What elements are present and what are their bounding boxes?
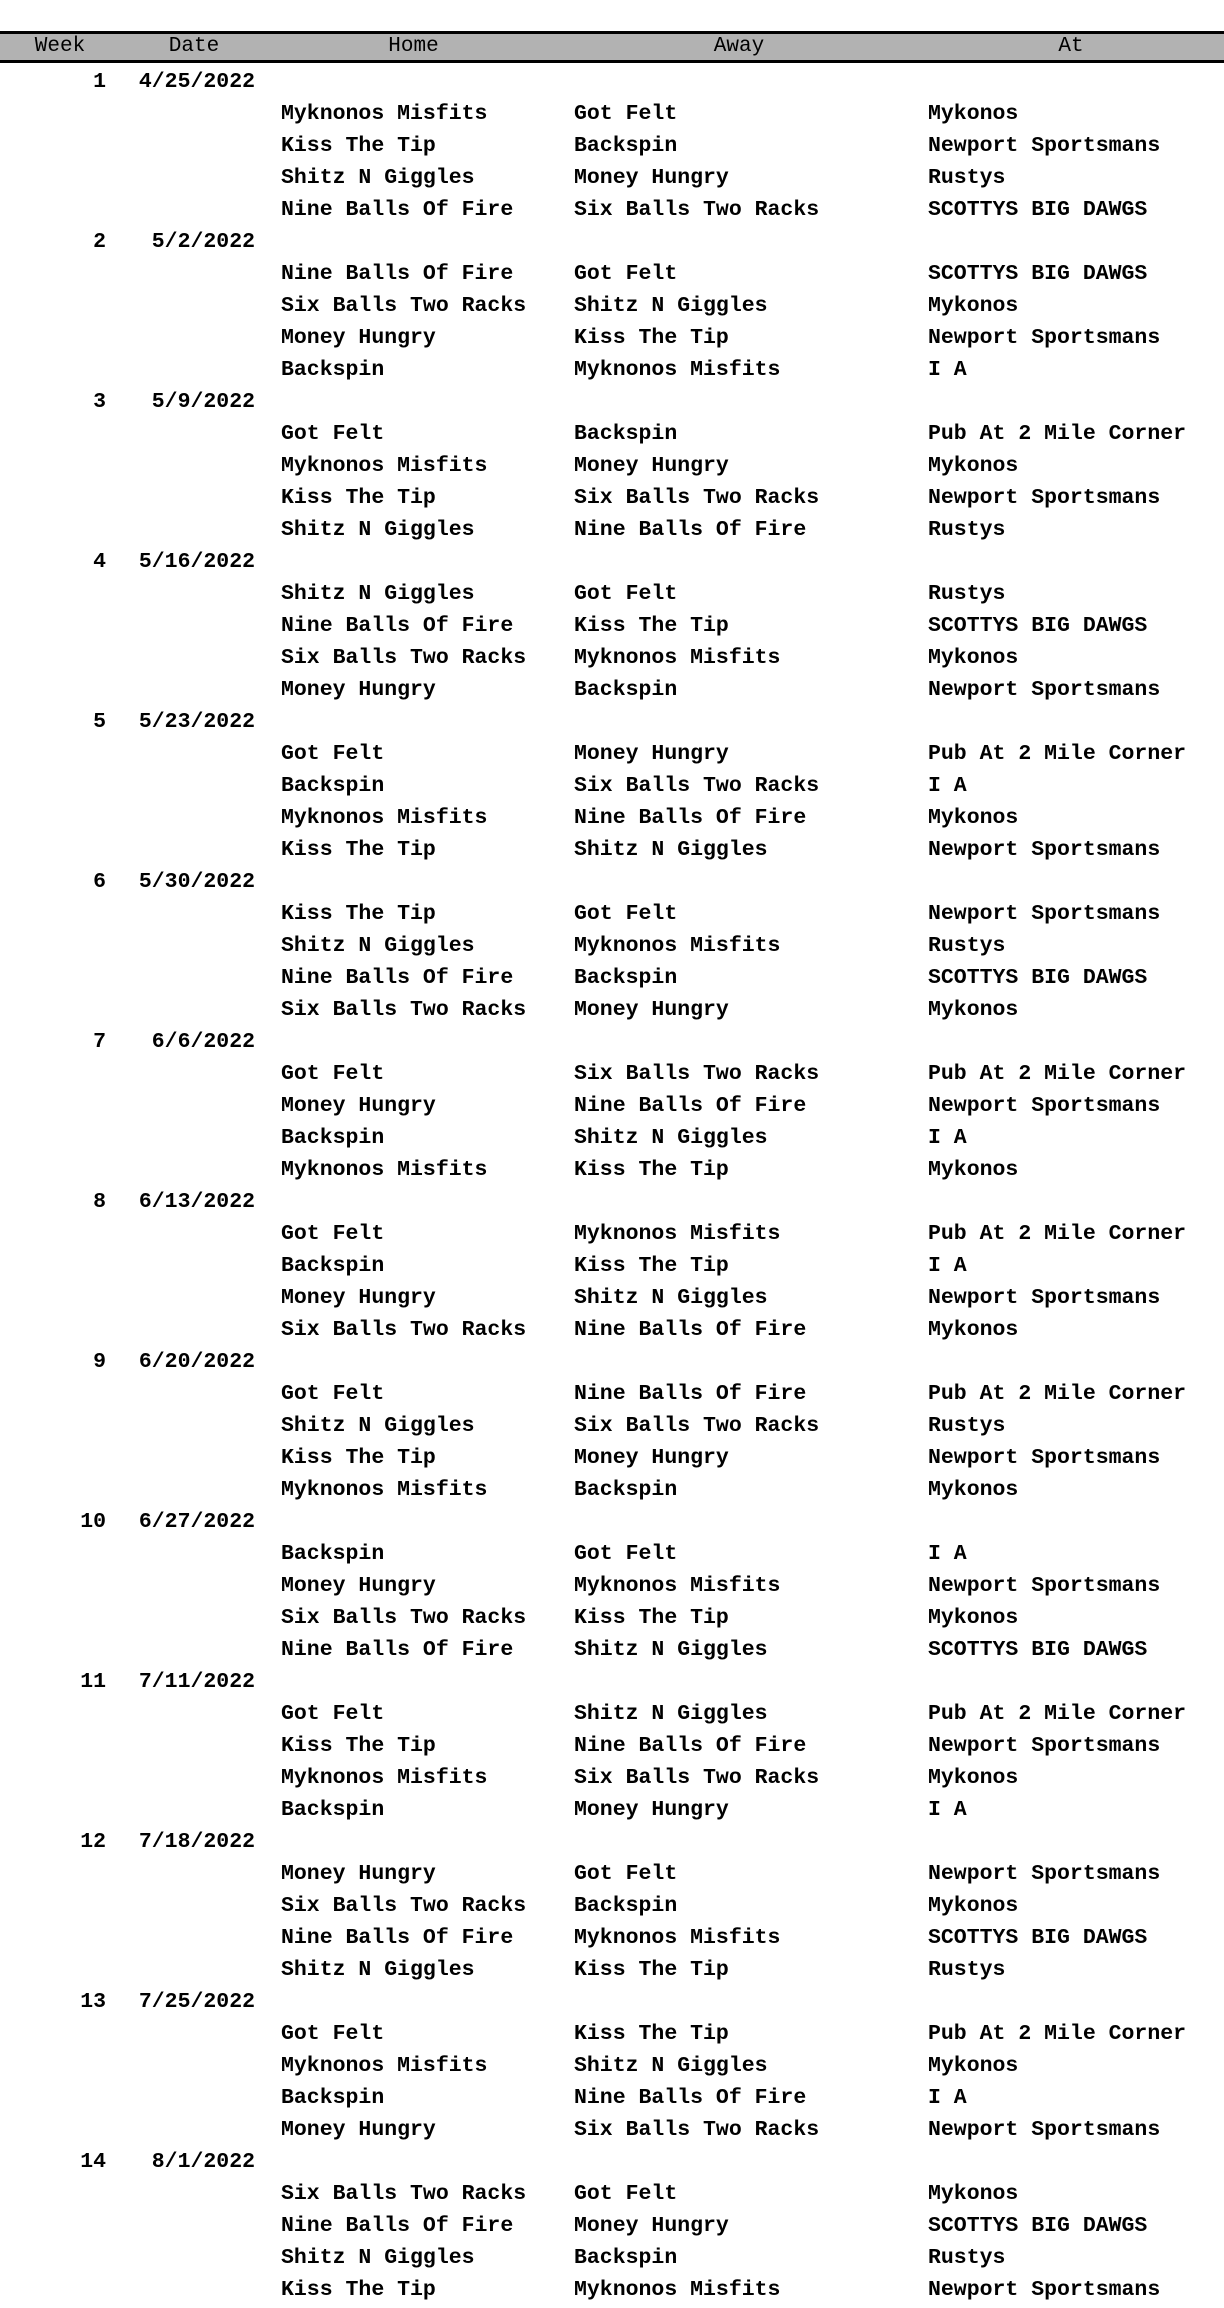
away-team: Shitz N Giggles: [574, 838, 768, 862]
match-row: [0, 1122, 1224, 1154]
venue: I A: [928, 774, 967, 798]
week-number: 6: [93, 870, 106, 894]
away-team: Backspin: [574, 2246, 678, 2270]
home-team: Got Felt: [281, 1702, 385, 1726]
home-team: Kiss The Tip: [281, 134, 436, 158]
match-row: [0, 482, 1224, 514]
match-row: [0, 898, 1224, 930]
venue: Mykonos: [928, 806, 1019, 830]
match-row: [0, 1698, 1224, 1730]
away-team: Backspin: [574, 134, 678, 158]
match-row: [0, 1250, 1224, 1282]
home-team: Nine Balls Of Fire: [281, 966, 514, 990]
home-team: Myknonos Misfits: [281, 454, 488, 478]
away-team: Myknonos Misfits: [574, 358, 781, 382]
week-number: 10: [80, 1510, 106, 1534]
home-team: Myknonos Misfits: [281, 1766, 488, 1790]
home-team: Nine Balls Of Fire: [281, 2214, 514, 2238]
venue: I A: [928, 358, 967, 382]
away-team: Money Hungry: [574, 742, 729, 766]
venue: Pub At 2 Mile Corner: [928, 1702, 1187, 1726]
venue: Mykonos: [928, 998, 1019, 1022]
away-team: Shitz N Giggles: [574, 294, 768, 318]
away-team: Shitz N Giggles: [574, 1126, 768, 1150]
venue: Mykonos: [928, 454, 1019, 478]
match-row: [0, 1090, 1224, 1122]
home-team: Kiss The Tip: [281, 486, 436, 510]
venue: Rustys: [928, 518, 1006, 542]
week-date: 5/9/2022: [151, 390, 255, 414]
home-team: Myknonos Misfits: [281, 1478, 488, 1502]
home-team: Money Hungry: [281, 1862, 436, 1886]
away-team: Money Hungry: [574, 998, 729, 1022]
venue: Rustys: [928, 1958, 1006, 1982]
match-row: [0, 1474, 1224, 1506]
home-team: Kiss The Tip: [281, 1446, 436, 1470]
home-team: Backspin: [281, 1254, 385, 1278]
venue: SCOTTYS BIG DAWGS: [928, 262, 1148, 286]
match-row: [0, 2018, 1224, 2050]
away-team: Backspin: [574, 678, 678, 702]
venue: Newport Sportsmans: [928, 326, 1161, 350]
away-team: Nine Balls Of Fire: [574, 806, 807, 830]
venue: Pub At 2 Mile Corner: [928, 1382, 1187, 1406]
venue: Newport Sportsmans: [928, 838, 1161, 862]
week-row: [0, 1986, 1224, 2018]
week-number: 5: [93, 710, 106, 734]
home-team: Backspin: [281, 774, 385, 798]
venue: Mykonos: [928, 294, 1019, 318]
week-date: 7/18/2022: [138, 1830, 255, 1854]
week-row: [0, 386, 1224, 418]
home-team: Shitz N Giggles: [281, 518, 475, 542]
week-date: 4/25/2022: [138, 70, 255, 94]
home-team: Six Balls Two Racks: [281, 2182, 527, 2206]
week-date: 5/23/2022: [138, 710, 255, 734]
week-date: 5/30/2022: [138, 870, 255, 894]
match-row: [0, 2210, 1224, 2242]
match-row: [0, 1890, 1224, 1922]
home-team: Kiss The Tip: [281, 902, 436, 926]
away-team: Money Hungry: [574, 1446, 729, 1470]
venue: SCOTTYS BIG DAWGS: [928, 966, 1148, 990]
home-team: Shitz N Giggles: [281, 1414, 475, 1438]
away-team: Kiss The Tip: [574, 326, 729, 350]
home-team: Backspin: [281, 1126, 385, 1150]
venue: Newport Sportsmans: [928, 1862, 1161, 1886]
away-team: Myknonos Misfits: [574, 646, 781, 670]
header-away: Away: [713, 35, 765, 58]
home-team: Backspin: [281, 2086, 385, 2110]
match-row: [0, 610, 1224, 642]
week-number: 13: [80, 1990, 106, 2014]
match-row: [0, 930, 1224, 962]
venue: SCOTTYS BIG DAWGS: [928, 2214, 1148, 2238]
home-team: Myknonos Misfits: [281, 2054, 488, 2078]
away-team: Kiss The Tip: [574, 1606, 729, 1630]
match-row: [0, 162, 1224, 194]
home-team: Six Balls Two Racks: [281, 1606, 527, 1630]
match-row: [0, 1410, 1224, 1442]
away-team: Six Balls Two Racks: [574, 486, 820, 510]
match-row: [0, 2242, 1224, 2274]
home-team: Backspin: [281, 358, 385, 382]
venue: Pub At 2 Mile Corner: [928, 742, 1187, 766]
venue: Newport Sportsmans: [928, 678, 1161, 702]
match-row: [0, 98, 1224, 130]
match-row: [0, 1442, 1224, 1474]
home-team: Six Balls Two Racks: [281, 1318, 527, 1342]
week-row: [0, 226, 1224, 258]
venue: Mykonos: [928, 102, 1019, 126]
week-date: 7/25/2022: [138, 1990, 255, 2014]
away-team: Got Felt: [574, 2182, 678, 2206]
venue: Newport Sportsmans: [928, 1094, 1161, 1118]
match-row: [0, 514, 1224, 546]
home-team: Got Felt: [281, 1382, 385, 1406]
week-date: 6/13/2022: [138, 1190, 255, 1214]
week-number: 7: [93, 1030, 106, 1054]
home-team: Got Felt: [281, 422, 385, 446]
away-team: Got Felt: [574, 902, 678, 926]
home-team: Got Felt: [281, 2022, 385, 2046]
venue: Mykonos: [928, 1478, 1019, 1502]
venue: SCOTTYS BIG DAWGS: [928, 1638, 1148, 1662]
venue: Pub At 2 Mile Corner: [928, 422, 1187, 446]
away-team: Kiss The Tip: [574, 2022, 729, 2046]
venue: Pub At 2 Mile Corner: [928, 2022, 1187, 2046]
match-row: [0, 962, 1224, 994]
away-team: Nine Balls Of Fire: [574, 1318, 807, 1342]
home-team: Six Balls Two Racks: [281, 646, 527, 670]
home-team: Nine Balls Of Fire: [281, 262, 514, 286]
away-team: Kiss The Tip: [574, 1958, 729, 1982]
match-row: [0, 1602, 1224, 1634]
match-row: [0, 1058, 1224, 1090]
venue: Mykonos: [928, 2182, 1019, 2206]
match-row: [0, 290, 1224, 322]
match-row: [0, 1730, 1224, 1762]
match-row: [0, 418, 1224, 450]
match-row: [0, 1570, 1224, 1602]
venue: Pub At 2 Mile Corner: [928, 1222, 1187, 1246]
week-date: 8/1/2022: [151, 2150, 255, 2174]
venue: I A: [928, 1542, 967, 1566]
week-date: 6/6/2022: [151, 1030, 255, 1054]
week-number: 3: [93, 390, 106, 414]
away-team: Nine Balls Of Fire: [574, 518, 807, 542]
home-team: Myknonos Misfits: [281, 102, 488, 126]
week-number: 12: [80, 1830, 106, 1854]
week-row: [0, 1026, 1224, 1058]
home-team: Got Felt: [281, 1222, 385, 1246]
match-row: [0, 130, 1224, 162]
match-row: [0, 1922, 1224, 1954]
week-date: 6/20/2022: [138, 1350, 255, 1374]
table-header: [0, 31, 1224, 63]
match-row: [0, 1218, 1224, 1250]
match-row: [0, 1282, 1224, 1314]
venue: Rustys: [928, 1414, 1006, 1438]
home-team: Myknonos Misfits: [281, 806, 488, 830]
match-row: [0, 258, 1224, 290]
header-home: Home: [388, 35, 439, 58]
venue: Mykonos: [928, 646, 1019, 670]
match-row: [0, 1794, 1224, 1826]
match-row: [0, 322, 1224, 354]
venue: Mykonos: [928, 1766, 1019, 1790]
away-team: Myknonos Misfits: [574, 1926, 781, 1950]
away-team: Six Balls Two Racks: [574, 1766, 820, 1790]
away-team: Shitz N Giggles: [574, 1286, 768, 1310]
away-team: Six Balls Two Racks: [574, 2118, 820, 2142]
away-team: Six Balls Two Racks: [574, 774, 820, 798]
week-row: [0, 1346, 1224, 1378]
header-week: Week: [34, 35, 86, 58]
away-team: Money Hungry: [574, 166, 729, 190]
venue: I A: [928, 1254, 967, 1278]
home-team: Backspin: [281, 1798, 385, 1822]
venue: Mykonos: [928, 2054, 1019, 2078]
week-row: [0, 546, 1224, 578]
match-row: [0, 1538, 1224, 1570]
away-team: Shitz N Giggles: [574, 1702, 768, 1726]
home-team: Backspin: [281, 1542, 385, 1566]
match-row: [0, 994, 1224, 1026]
venue: Rustys: [928, 2246, 1006, 2270]
away-team: Got Felt: [574, 1862, 678, 1886]
match-row: [0, 834, 1224, 866]
home-team: Money Hungry: [281, 2118, 436, 2142]
home-team: Got Felt: [281, 1062, 385, 1086]
match-row: [0, 1314, 1224, 1346]
match-row: [0, 354, 1224, 386]
away-team: Got Felt: [574, 262, 678, 286]
match-row: [0, 674, 1224, 706]
away-team: Myknonos Misfits: [574, 1574, 781, 1598]
home-team: Nine Balls Of Fire: [281, 614, 514, 638]
match-row: [0, 738, 1224, 770]
home-team: Shitz N Giggles: [281, 934, 475, 958]
away-team: Shitz N Giggles: [574, 2054, 768, 2078]
away-team: Nine Balls Of Fire: [574, 1734, 807, 1758]
venue: I A: [928, 1126, 967, 1150]
home-team: Six Balls Two Racks: [281, 294, 527, 318]
match-row: [0, 1762, 1224, 1794]
venue: Mykonos: [928, 1158, 1019, 1182]
venue: Newport Sportsmans: [928, 902, 1161, 926]
week-number: 2: [93, 230, 106, 254]
match-row: [0, 770, 1224, 802]
away-team: Backspin: [574, 1894, 678, 1918]
week-number: 14: [80, 2150, 106, 2174]
away-team: Nine Balls Of Fire: [574, 1094, 807, 1118]
match-row: [0, 1378, 1224, 1410]
match-row: [0, 2274, 1224, 2306]
match-row: [0, 802, 1224, 834]
venue: Pub At 2 Mile Corner: [928, 1062, 1187, 1086]
match-row: [0, 2050, 1224, 2082]
venue: Rustys: [928, 582, 1006, 606]
match-row: [0, 194, 1224, 226]
venue: I A: [928, 1798, 967, 1822]
week-date: 5/2/2022: [151, 230, 255, 254]
home-team: Shitz N Giggles: [281, 166, 475, 190]
away-team: Six Balls Two Racks: [574, 1414, 820, 1438]
home-team: Kiss The Tip: [281, 2278, 436, 2302]
away-team: Got Felt: [574, 1542, 678, 1566]
away-team: Myknonos Misfits: [574, 1222, 781, 1246]
match-row: [0, 642, 1224, 674]
away-team: Myknonos Misfits: [574, 934, 781, 958]
match-row: [0, 2178, 1224, 2210]
match-row: [0, 1858, 1224, 1890]
week-number: 9: [93, 1350, 106, 1374]
week-date: 6/27/2022: [138, 1510, 255, 1534]
home-team: Shitz N Giggles: [281, 582, 475, 606]
week-row: [0, 2146, 1224, 2178]
venue: Newport Sportsmans: [928, 1286, 1161, 1310]
week-row: [0, 1826, 1224, 1858]
venue: SCOTTYS BIG DAWGS: [928, 1926, 1148, 1950]
home-team: Money Hungry: [281, 1094, 436, 1118]
week-date: 5/16/2022: [138, 550, 255, 574]
away-team: Got Felt: [574, 102, 678, 126]
match-row: [0, 578, 1224, 610]
week-row: [0, 66, 1224, 98]
venue: Newport Sportsmans: [928, 2118, 1161, 2142]
match-row: [0, 2082, 1224, 2114]
venue: Newport Sportsmans: [928, 1446, 1161, 1470]
header-at: At: [1058, 35, 1084, 58]
match-row: [0, 1154, 1224, 1186]
venue: Newport Sportsmans: [928, 486, 1161, 510]
week-row: [0, 866, 1224, 898]
venue: Rustys: [928, 934, 1006, 958]
away-team: Backspin: [574, 966, 678, 990]
week-row: [0, 1186, 1224, 1218]
home-team: Six Balls Two Racks: [281, 1894, 527, 1918]
away-team: Kiss The Tip: [574, 1254, 729, 1278]
home-team: Kiss The Tip: [281, 1734, 436, 1758]
away-team: Nine Balls Of Fire: [574, 1382, 807, 1406]
venue: I A: [928, 2086, 967, 2110]
away-team: Shitz N Giggles: [574, 1638, 768, 1662]
venue: Newport Sportsmans: [928, 2278, 1161, 2302]
venue: Rustys: [928, 166, 1006, 190]
away-team: Six Balls Two Racks: [574, 198, 820, 222]
away-team: Kiss The Tip: [574, 1158, 729, 1182]
home-team: Money Hungry: [281, 678, 436, 702]
home-team: Money Hungry: [281, 1286, 436, 1310]
venue: Newport Sportsmans: [928, 1574, 1161, 1598]
week-row: [0, 706, 1224, 738]
home-team: Nine Balls Of Fire: [281, 1926, 514, 1950]
week-row: [0, 1666, 1224, 1698]
match-row: [0, 450, 1224, 482]
home-team: Shitz N Giggles: [281, 1958, 475, 1982]
week-number: 1: [93, 70, 106, 94]
week-number: 8: [93, 1190, 106, 1214]
week-row: [0, 1506, 1224, 1538]
venue: Mykonos: [928, 1606, 1019, 1630]
home-team: Myknonos Misfits: [281, 1158, 488, 1182]
home-team: Money Hungry: [281, 326, 436, 350]
home-team: Kiss The Tip: [281, 838, 436, 862]
week-number: 4: [93, 550, 106, 574]
home-team: Nine Balls Of Fire: [281, 1638, 514, 1662]
venue: Newport Sportsmans: [928, 134, 1161, 158]
home-team: Six Balls Two Racks: [281, 998, 527, 1022]
away-team: Nine Balls Of Fire: [574, 2086, 807, 2110]
away-team: Kiss The Tip: [574, 614, 729, 638]
match-row: [0, 1634, 1224, 1666]
venue: Newport Sportsmans: [928, 1734, 1161, 1758]
away-team: Got Felt: [574, 582, 678, 606]
away-team: Money Hungry: [574, 1798, 729, 1822]
week-date: 7/11/2022: [138, 1670, 255, 1694]
away-team: Money Hungry: [574, 454, 729, 478]
home-team: Nine Balls Of Fire: [281, 198, 514, 222]
away-team: Money Hungry: [574, 2214, 729, 2238]
venue: Mykonos: [928, 1894, 1019, 1918]
header-date: Date: [168, 35, 220, 58]
home-team: Shitz N Giggles: [281, 2246, 475, 2270]
away-team: Six Balls Two Racks: [574, 1062, 820, 1086]
venue: Mykonos: [928, 1318, 1019, 1342]
away-team: Backspin: [574, 1478, 678, 1502]
away-team: Backspin: [574, 422, 678, 446]
venue: SCOTTYS BIG DAWGS: [928, 614, 1148, 638]
venue: SCOTTYS BIG DAWGS: [928, 198, 1148, 222]
match-row: [0, 2114, 1224, 2146]
away-team: Myknonos Misfits: [574, 2278, 781, 2302]
match-row: [0, 1954, 1224, 1986]
week-number: 11: [80, 1670, 106, 1694]
home-team: Got Felt: [281, 742, 385, 766]
home-team: Money Hungry: [281, 1574, 436, 1598]
